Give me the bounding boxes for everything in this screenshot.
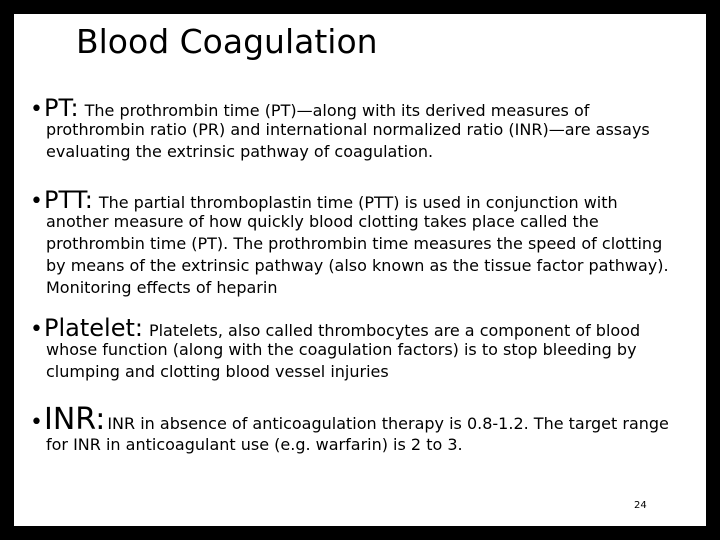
bullet-head	[30, 186, 702, 214]
bullet-platelet	[30, 314, 702, 383]
bullet-line: whose function (along with the coagulation factors) is to stop bleeding by	[46, 340, 637, 359]
bullet-line: evaluating the extrinsic pathway of coagulation.	[46, 142, 434, 161]
page-number: 24	[634, 500, 647, 511]
bullet-line: prothrombin time (PT). The prothrombin time measures the speed of clotting	[46, 234, 663, 253]
bullet-line: clumping and clotting blood vessel injuries	[46, 362, 389, 381]
bullet-lead: Platelets, also called thrombocytes are a component of blood	[148, 321, 641, 340]
bullet-head	[30, 94, 702, 122]
bullet-dot-icon: •	[30, 317, 43, 342]
bullet-ptt	[30, 186, 702, 299]
bullet-term: PT:	[44, 94, 79, 122]
bullet-lead: INR in absence of anticoagulation therapy is 0.8-1.2. The target range	[107, 414, 669, 433]
bullet-line: prothrombin ratio (PR) and international normalized ratio (INR)—are assays	[46, 120, 650, 139]
bullet-line: for INR in anticoagulant use (e.g. warfarin) is 2 to 3.	[46, 435, 463, 454]
bullet-lead: The partial thromboplastin time (PTT) is used in conjunction with	[98, 193, 618, 212]
bullet-term: PTT:	[44, 186, 93, 214]
slide	[14, 14, 706, 526]
bullet-line: Monitoring effects of heparin	[46, 278, 278, 297]
bullet-pt	[30, 94, 702, 163]
bullet-line: another measure of how quickly blood clotting takes place called the	[46, 212, 599, 231]
bullet-dot-icon: •	[30, 97, 43, 122]
bullet-head	[30, 402, 702, 437]
bullet-head	[30, 314, 702, 342]
slide-title: Blood Coagulation	[76, 22, 378, 61]
bullet-inr	[30, 402, 702, 456]
bullet-term: Platelet:	[44, 314, 143, 342]
bullet-lead: The prothrombin time (PT)—along with its derived measures of	[84, 101, 590, 120]
bullet-line: by means of the extrinsic pathway (also known as the tissue factor pathway).	[46, 256, 669, 275]
bullet-dot-icon: •	[30, 410, 43, 435]
bullet-dot-icon: •	[30, 189, 43, 214]
bullet-term: INR:	[44, 402, 106, 437]
